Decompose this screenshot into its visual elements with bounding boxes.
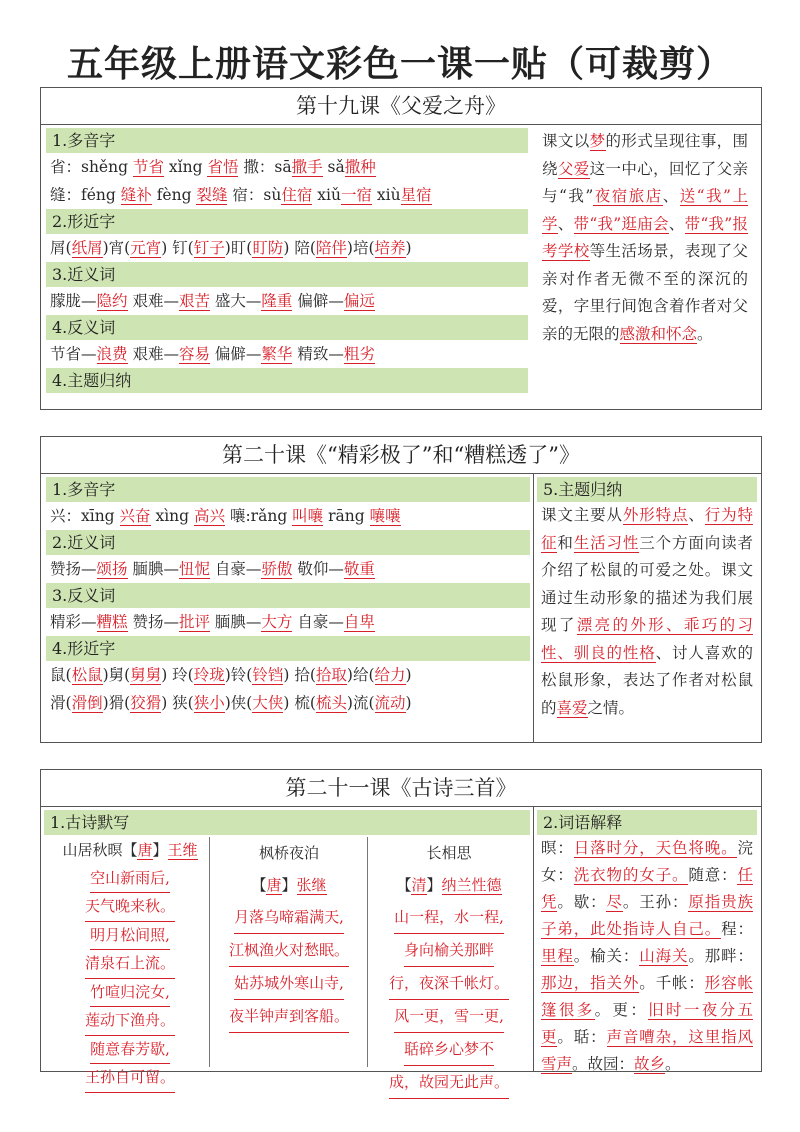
poem-header: 山居秋暝【唐】王维 (62, 841, 198, 859)
answer-text: 原指贵族子弟，此处指诗人自己。 (541, 893, 753, 938)
answer-text: 元宵 (130, 239, 162, 257)
prompt-text: 程： (721, 920, 753, 938)
prompt-text: )铃( (224, 666, 253, 684)
prompt-text: 节省— (50, 345, 97, 363)
answer-text: 自卑 (343, 613, 375, 631)
poem-line: 聒碎乡心梦不 (404, 1033, 494, 1066)
answer-text: 敬重 (343, 560, 375, 578)
answer-text: 粗劣 (343, 345, 375, 363)
prompt-text: 、 (668, 214, 685, 233)
prompt-text: 偏僻— (292, 292, 344, 310)
prompt-text: ) (405, 239, 412, 257)
prompt-text: 。 (697, 324, 713, 343)
answer-text: 狡猾 (130, 694, 162, 712)
answer-text: 繁华 (261, 345, 293, 363)
answer-text: 送“我”上学 (542, 187, 748, 233)
poem-divider (367, 837, 368, 1067)
poem-line-row (369, 1000, 529, 1033)
prompt-text: 。榆关： (573, 947, 640, 965)
prompt-text: 嚷:rǎng (225, 507, 293, 525)
answer-text: 撒手 (291, 158, 323, 176)
poem-line-row (51, 893, 209, 922)
answer-text: 旧时一夜分五更 (541, 1001, 753, 1046)
poem-line-row (51, 1036, 209, 1065)
poem-line-row (369, 934, 529, 967)
answer-text: 艰苦 (178, 292, 210, 310)
answer-text: 嚷嚷 (369, 507, 401, 525)
column-divider (533, 473, 534, 742)
answer-text: 任凭 (541, 866, 753, 911)
poem-line-row (369, 1066, 529, 1099)
prompt-text: )流( (346, 694, 375, 712)
column-divider (533, 806, 534, 1071)
prompt-text: )宵( (102, 239, 131, 257)
polyphone-row (46, 153, 528, 181)
prompt-text: ) (405, 666, 412, 684)
antonyms-row (46, 608, 530, 636)
answer-text: 兴奋 (119, 507, 151, 525)
poem-line-row (369, 901, 529, 934)
prompt-text: 偏僻— (209, 345, 262, 363)
poem-shanju-qiuming (51, 837, 209, 1093)
prompt-text: 、 (557, 214, 574, 233)
answer-text: 流动 (374, 694, 406, 712)
answer-text: 忸怩 (178, 560, 210, 578)
answer-text: 带“我”逛庙会 (573, 214, 669, 233)
prompt-text: )培( (346, 239, 375, 257)
poem-line: 成，故园无此声。 (389, 1066, 509, 1099)
prompt-text: 之情。 (587, 698, 635, 717)
prompt-text: ) 陪( (283, 239, 316, 257)
prompt-text: 腼腆— (127, 560, 179, 578)
polyphone-row (46, 181, 528, 209)
poem-line-row (51, 950, 209, 979)
poem-area (51, 837, 529, 1091)
poem-title: 山居秋暝 (62, 841, 123, 859)
answer-text: 隆重 (261, 292, 293, 310)
answer-text: 狭小 (193, 694, 225, 712)
prompt-text: 艰难— (127, 345, 179, 363)
prompt-text: 、讨人喜欢的松鼠形象，表达了作者对松鼠的 (541, 643, 753, 717)
answer-text: 缝补 (120, 186, 152, 204)
poem-line-row (211, 934, 367, 967)
poem-line: 竹喧归浣女, (90, 979, 170, 1008)
synonyms-row (46, 555, 530, 583)
poem-header: 【唐】张继 (251, 876, 327, 894)
answer-text: 陪伴 (315, 239, 347, 257)
prompt-text: sǎ (322, 158, 345, 176)
answer-text: 高兴 (194, 507, 226, 525)
poem-line: 天气晚来秋。 (85, 893, 175, 922)
prompt-text: rāng (323, 507, 370, 525)
answer-text: 拾取 (315, 666, 347, 684)
prompt-text: 精致— (292, 345, 344, 363)
prompt-text: 课文以 (542, 132, 590, 150)
prompt-text: 。千帐： (639, 974, 705, 992)
answer-text: 容易 (178, 345, 210, 363)
answer-text: 铃铛 (252, 666, 284, 684)
answer-text: 行为特征 (541, 506, 753, 552)
prompt-text: 三个方面向读者介绍了松鼠的可爱之处。课文通过生动形象的描述为我们展现了 (541, 533, 753, 634)
prompt-text: xiǔ (312, 186, 341, 204)
prompt-text: 兴：xīng (50, 507, 120, 525)
prompt-text: )给( (346, 666, 375, 684)
prompt-text: ) 钉( (161, 239, 194, 257)
polyphone-row (46, 502, 530, 530)
prompt-text: 、 (662, 187, 680, 205)
prompt-text: 精彩— (50, 613, 97, 631)
answer-text: 漂亮的外形、乖巧的习性、驯良的性格 (541, 616, 753, 662)
poem-line: 夜半钟声到客船。 (229, 1000, 349, 1033)
poem-author: 张继 (296, 876, 327, 894)
prompt-text: ) 拾( (283, 666, 316, 684)
poem-line: 身向榆关那畔 (404, 934, 494, 967)
prompt-text: )舅( (102, 666, 131, 684)
poem-divider (209, 837, 210, 1067)
poem-line: 山一程，水一程, (394, 901, 504, 934)
poem-line-row (51, 922, 209, 951)
poem-line-row (369, 1033, 529, 1066)
similar-chars-row (46, 234, 528, 262)
answer-text: 舅舅 (130, 666, 162, 684)
prompt-text: 赞扬— (127, 613, 179, 631)
prompt-text: )盯( (224, 239, 253, 257)
prompt-text: 自豪— (292, 613, 344, 631)
poem-line: 随意春芳歇, (90, 1036, 170, 1065)
prompt-text: 腼腆— (209, 613, 262, 631)
answer-text: 喜爱 (556, 698, 588, 717)
prompt-text: 。更： (594, 1001, 649, 1019)
answer-text: 隐约 (96, 292, 128, 310)
prompt-text: 等生活场景，表现了父亲对作者无微不至的深沉的爱，字里行间饱含着作者对父亲的无限的 (542, 242, 748, 343)
answer-text: 梦 (589, 132, 606, 150)
poem-line-row (51, 979, 209, 1008)
answer-text: 洗衣物的女子。 (573, 866, 689, 884)
answer-text: 撒种 (344, 158, 376, 176)
poem-title: 枫桥夜泊 (258, 844, 319, 862)
prompt-text: 宿：sù (227, 186, 282, 204)
answer-text: 尽 (606, 893, 623, 911)
answer-text: 颂扬 (96, 560, 128, 578)
prompt-text: 暝： (541, 839, 574, 857)
theme-paragraph (537, 502, 757, 722)
answer-text: 浪费 (96, 345, 128, 363)
answer-text: 一宿 (340, 186, 372, 204)
answer-text: 带“我”报考学校 (542, 214, 748, 260)
poem-lines (369, 901, 529, 1099)
answer-text: 给力 (374, 666, 406, 684)
prompt-text: 、 (688, 506, 705, 524)
lesson-20-card (40, 436, 762, 743)
prompt-text: 自豪— (209, 560, 262, 578)
prompt-text: )猾( (102, 694, 131, 712)
answer-text: 骄傲 (261, 560, 293, 578)
answer-text: 玲珑 (193, 666, 225, 684)
prompt-text: 。聒： (557, 1028, 607, 1046)
answer-text: 故乡 (634, 1055, 666, 1073)
poem-author: 王维 (167, 841, 198, 859)
answer-text: 纸屑 (71, 239, 103, 257)
prompt-text: 敬仰— (292, 560, 344, 578)
page-title: 五年级上册语文彩色一课一贴（可裁剪） (66, 44, 733, 85)
prompt-text: xìng (150, 507, 195, 525)
answer-text: 钉子 (193, 239, 225, 257)
prompt-text: 滑( (50, 694, 72, 712)
prompt-text: 。那畔： (688, 947, 753, 965)
poem-line: 江枫渔火对愁眠。 (229, 934, 349, 967)
prompt-text: xiù (371, 186, 401, 204)
answer-text: 培养 (374, 239, 406, 257)
section-similar-chars: 2.形近字 (46, 209, 528, 234)
lesson-21-heading: 第二十一课《古诗三首》 (41, 770, 761, 807)
lesson-19-heading: 第十九课《父爱之舟》 (41, 88, 761, 125)
section-theme: 5.主题归纳 (537, 477, 757, 502)
poem-dynasty: 唐 (137, 841, 153, 859)
section-polyphone: 1.多音字 (46, 477, 530, 502)
answer-text: 星宿 (400, 186, 432, 204)
poem-line-row (51, 865, 209, 894)
prompt-text: )侠( (224, 694, 253, 712)
prompt-text: 缝：féng (50, 186, 121, 204)
poem-line: 清泉石上流。 (85, 950, 175, 979)
prompt-text: ) 玲( (161, 666, 194, 684)
prompt-text: 屑( (50, 239, 72, 257)
answer-text: 叫嚷 (292, 507, 324, 525)
poem-line: 月落乌啼霜满天, (234, 901, 344, 934)
poem-lines (211, 901, 367, 1033)
answer-text: 日落时分，天色将晚。 (573, 839, 738, 857)
theme-paragraph (534, 128, 756, 348)
poem-line-row (211, 901, 367, 934)
answer-text: 外形特点 (622, 506, 689, 524)
prompt-text: 随意： (688, 866, 738, 884)
prompt-text: 。歇： (557, 893, 607, 911)
poem-line: 姑苏城外寒山寺, (234, 967, 344, 1000)
prompt-text: xǐng (163, 158, 208, 176)
answer-text: 糟糕 (96, 613, 128, 631)
section-antonyms: 3.反义词 (46, 583, 530, 608)
lesson-21-card (40, 769, 762, 1091)
prompt-text: 撒：sā (238, 158, 292, 176)
word-explanation-paragraph (537, 835, 757, 1078)
prompt-text: 。 (665, 1055, 681, 1073)
poem-line: 风一更，雪一更, (394, 1000, 504, 1033)
answer-text: 裂缝 (196, 186, 228, 204)
prompt-text: 浣女： (541, 839, 753, 884)
poem-changxiangsi (369, 837, 529, 1099)
synonyms-row (46, 287, 528, 315)
poem-dynasty: 清 (411, 876, 427, 894)
prompt-text: 的形式呈现往事，围绕 (542, 132, 748, 178)
poem-line: 空山新雨后, (90, 865, 170, 894)
prompt-text: 盛大— (209, 292, 262, 310)
prompt-text: 鼠( (50, 666, 72, 684)
poem-line: 明月松间照, (90, 922, 170, 951)
prompt-text: 。故园： (572, 1055, 635, 1073)
section-theme: 4.主题归纳 (46, 368, 528, 393)
answer-text: 大方 (261, 613, 293, 631)
section-antonyms: 4.反义词 (46, 315, 528, 340)
answer-text: 形容帐篷很多 (541, 974, 753, 1019)
prompt-text: ) 梳( (283, 694, 316, 712)
poem-author: 纳兰性德 (441, 876, 502, 894)
section-poem-dictation: 1.古诗默写 (44, 810, 530, 835)
answer-text: 山海关 (639, 947, 689, 965)
poem-line: 莲动下渔舟。 (85, 1007, 175, 1036)
poem-line-row (51, 1007, 209, 1036)
prompt-text: 赞扬— (50, 560, 97, 578)
prompt-text: 。王孙： (622, 893, 689, 911)
answer-text: 省悟 (207, 158, 239, 176)
answer-text: 盯防 (252, 239, 284, 257)
prompt-text: 这一中心，回忆了父亲与“我” (542, 159, 748, 205)
section-word-explanation: 2.词语解释 (537, 810, 757, 835)
lesson-20-heading: 第二十课《“精彩极了”和“糟糕透了”》 (41, 437, 761, 474)
prompt-text: 朦胧— (50, 292, 97, 310)
poem-line-row (369, 967, 529, 1000)
section-similar-chars: 4.形近字 (46, 636, 530, 661)
prompt-text: ) 狭( (161, 694, 194, 712)
answer-text: 偏远 (343, 292, 375, 310)
poem-dynasty: 唐 (266, 876, 282, 894)
poem-lines (51, 865, 209, 1093)
answer-text: 批评 (178, 613, 210, 631)
answer-text: 感激和怀念 (619, 324, 698, 343)
answer-text: 大侠 (252, 694, 284, 712)
poem-title: 长相思 (426, 844, 472, 862)
section-synonyms: 2.近义词 (46, 530, 530, 555)
answer-text: 松鼠 (71, 666, 103, 684)
poem-line-row (51, 1064, 209, 1093)
poem-line: 王孙自可留。 (85, 1064, 175, 1093)
answer-text: 父爱 (557, 159, 590, 178)
prompt-text: fèng (151, 186, 197, 204)
poem-line-row (211, 1000, 367, 1033)
similar-chars-row (46, 689, 530, 717)
answer-text: 声音嘈杂，这里指风雪声 (541, 1028, 753, 1073)
answer-text: 节省 (132, 158, 164, 176)
antonyms-row (46, 340, 528, 368)
section-polyphone: 1.多音字 (46, 128, 528, 153)
poem-line: 行，夜深千帐灯。 (389, 967, 509, 1000)
answer-text: 夜宿旅店 (593, 187, 663, 205)
answer-text: 那边，指关外 (541, 974, 640, 992)
poem-fengqiao-yebo (211, 837, 367, 1033)
prompt-text: 艰难— (127, 292, 179, 310)
prompt-text: 和 (557, 533, 574, 552)
prompt-text: ) (405, 694, 412, 712)
answer-text: 住宿 (281, 186, 313, 204)
section-synonyms: 3.近义词 (46, 262, 528, 287)
poem-line-row (211, 967, 367, 1000)
similar-chars-row (46, 661, 530, 689)
answer-text: 生活习性 (573, 533, 640, 552)
prompt-text: 课文主要从 (541, 506, 623, 524)
answer-text: 滑倒 (71, 694, 103, 712)
lesson-19-card (40, 87, 762, 410)
prompt-text: 省：shěng (50, 158, 133, 176)
poem-header: 【清】纳兰性德 (396, 876, 502, 894)
answer-text: 里程 (541, 947, 574, 965)
answer-text: 梳头 (315, 694, 347, 712)
